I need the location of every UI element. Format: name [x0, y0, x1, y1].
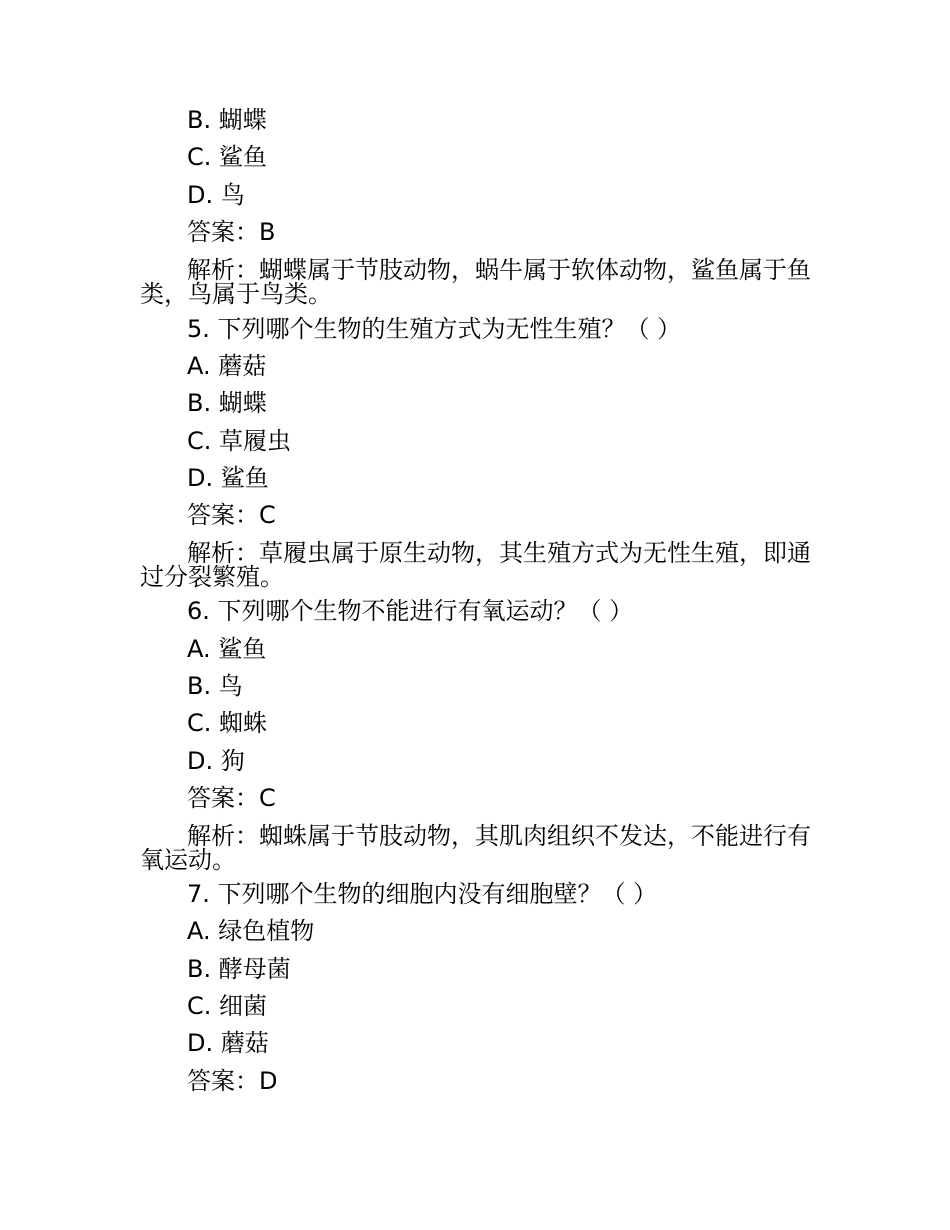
explanation-q6: 解析：蜘蛛属于节肢动物，其肌肉组织不发达，不能进行有氧运动。: [140, 822, 811, 874]
option-q6-a: A. 鲨鱼: [187, 635, 267, 663]
answer-q4: 答案：B: [187, 218, 276, 246]
explanation-q5: 解析：草履虫属于原生动物，其生殖方式为无性生殖，即通过分裂繁殖。: [140, 539, 811, 591]
question-6: 6. 下列哪个生物不能进行有氧运动？（ ）: [187, 597, 634, 625]
option-q4-b: B. 蝴蝶: [187, 106, 267, 134]
answer-q6: 答案：C: [187, 784, 276, 812]
answer-q7: 答案：D: [187, 1067, 278, 1095]
question-7: 7. 下列哪个生物的细胞内没有细胞壁？（ ）: [187, 880, 658, 908]
option-q4-d: D. 鸟: [187, 181, 245, 209]
option-q7-a: A. 绿色植物: [187, 917, 315, 945]
option-q7-b: B. 酵母菌: [187, 955, 291, 983]
option-q6-d: D. 狗: [187, 747, 245, 775]
option-q7-c: C. 细菌: [187, 992, 268, 1020]
question-5: 5. 下列哪个生物的生殖方式为无性生殖？（ ）: [187, 315, 682, 343]
option-q6-b: B. 鸟: [187, 672, 243, 700]
option-q5-c: C. 草履虫: [187, 427, 292, 455]
option-q6-c: C. 蜘蛛: [187, 709, 268, 737]
answer-q5: 答案：C: [187, 501, 276, 529]
explanation-q4: 解析：蝴蝶属于节肢动物，蜗牛属于软体动物，鲨鱼属于鱼类，鸟属于鸟类。: [140, 256, 811, 308]
option-q5-a: A. 蘑菇: [187, 352, 267, 380]
option-q4-c: C. 鲨鱼: [187, 143, 268, 171]
option-q7-d: D. 蘑菇: [187, 1029, 269, 1057]
option-q5-b: B. 蝴蝶: [187, 389, 267, 417]
option-q5-d: D. 鲨鱼: [187, 464, 269, 492]
